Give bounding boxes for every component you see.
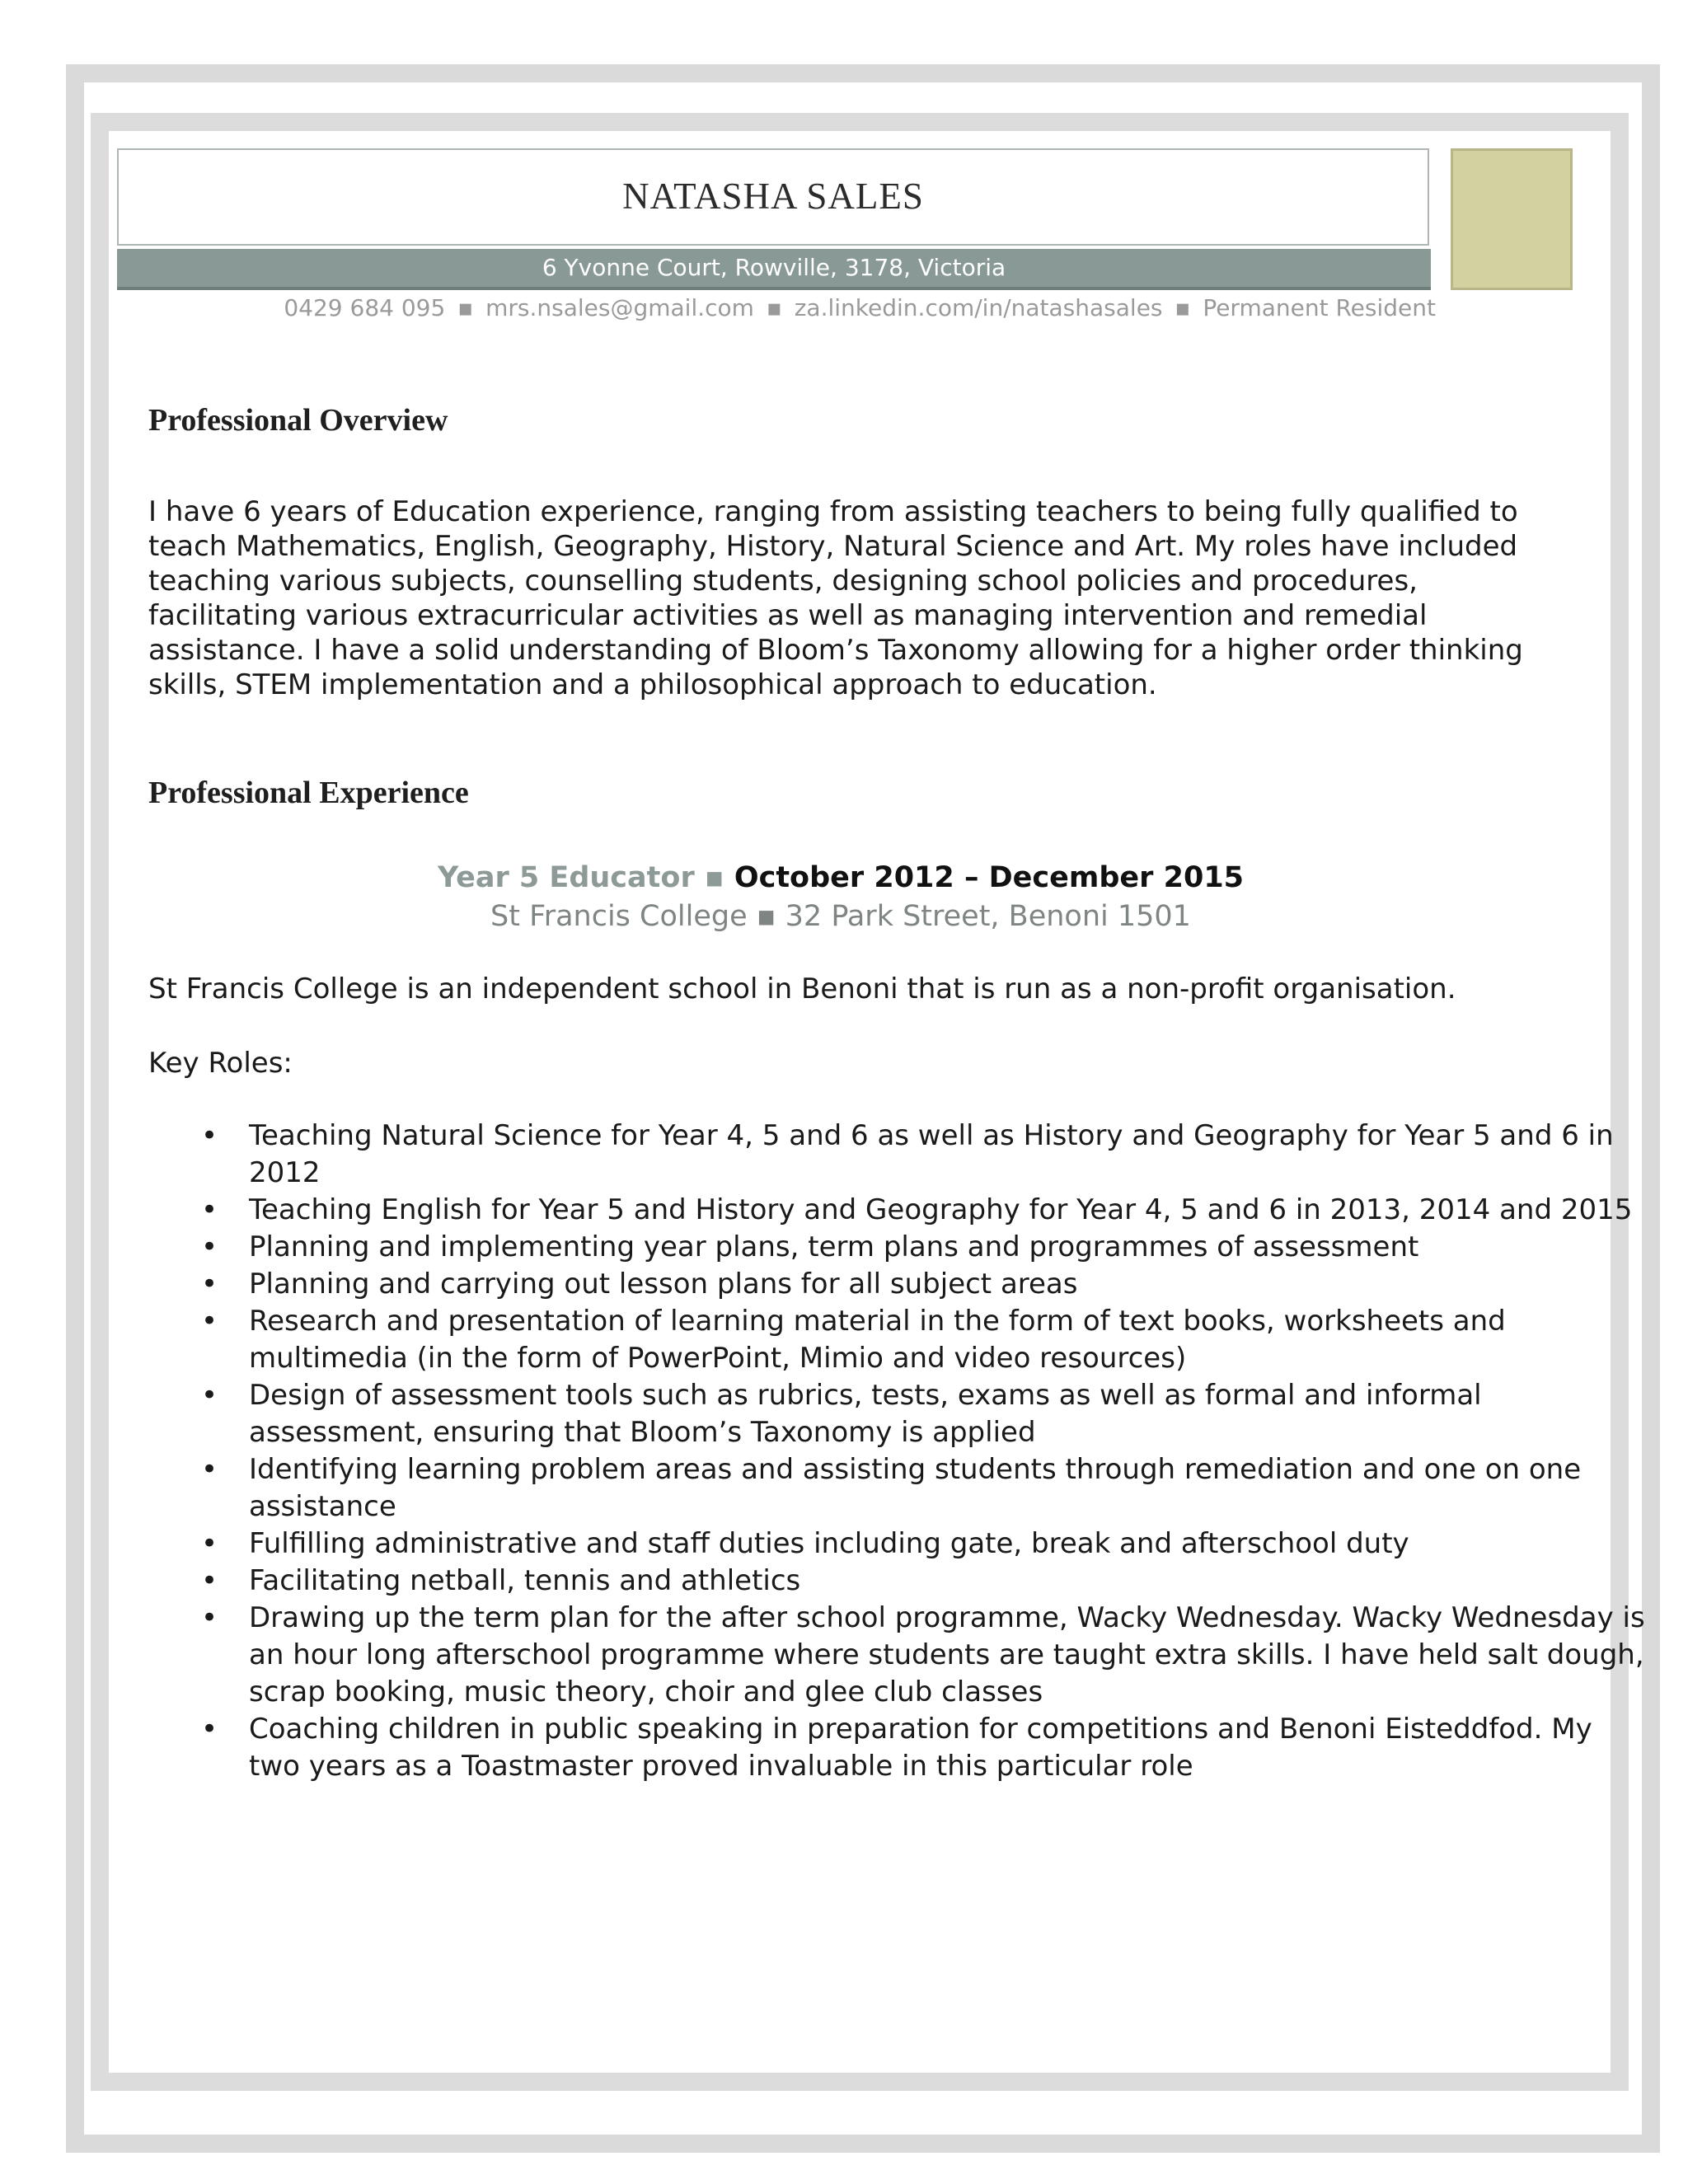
- list-item: • Drawing up the term plan for the after school programme, Wacky Wednesday. Wacky Wednesday is an hour long afterschool programme where students are taught extra skills. I have held salt dough, scrap booking, music theory, choir and glee club classes: [249, 1600, 1650, 1711]
- list-item: • Planning and carrying out lesson plans for all subject areas: [249, 1266, 1650, 1303]
- contact-separator: ▪: [1175, 294, 1191, 321]
- residency-status: Permanent Resident: [1203, 294, 1436, 321]
- contact-line: [117, 294, 1436, 321]
- list-item: • Teaching English for Year 5 and History and Geography for Year 4, 5 and 6 in 2013, 2014 and 2015: [249, 1192, 1650, 1229]
- list-item: • Research and presentation of learning material in the form of text books, worksheets and multimedia (in the form of PowerPoint, Mimio and video resources): [249, 1303, 1650, 1377]
- company-description: St Francis College is an independent school in Benoni that is run as a non-profit organisation.: [148, 972, 1456, 1005]
- job-separator: ▪: [704, 861, 724, 894]
- job-role: Year 5 Educator: [437, 861, 695, 894]
- list-item: • Coaching children in public speaking in preparation for competitions and Benoni Eisteddfod. My two years as a Toastmaster proved invaluable in this particular role: [249, 1711, 1650, 1785]
- job-title-line: [115, 861, 1566, 894]
- accent-square: [1451, 148, 1573, 290]
- list-item: • Facilitating netball, tennis and athletics: [249, 1563, 1650, 1600]
- list-item: • Fulfilling administrative and staff duties including gate, break and afterschool duty: [249, 1526, 1650, 1563]
- list-item: • Identifying learning problem areas and assisting students through remediation and one on one assistance: [249, 1451, 1650, 1526]
- address-bar: 6 Yvonne Court, Rowville, 3178, Victoria: [117, 249, 1431, 290]
- contact-separator: ▪: [766, 294, 782, 321]
- overview-text: I have 6 years of Education experience, ranging from assisting teachers to being fully qualified to teach Mathematics, English, Geography, History, Natural Science and Art. My roles have included teaching various subjects, counselling students, designing school policies and procedures, facilitating various extracurricular activities as well as managing intervention and remedial assistance. I have a solid understanding of Bloom’s Taxonomy allowing for a higher order thinking skills, STEM implementation and a philosophical approach to education.: [148, 495, 1523, 701]
- employer-line: [115, 900, 1566, 933]
- job-period: October 2012 – December 2015: [734, 861, 1245, 894]
- candidate-name: NATASHA SALES: [622, 176, 924, 217]
- contact-separator: ▪: [457, 294, 474, 321]
- key-roles-list: [148, 1118, 1650, 1785]
- employer-address: 32 Park Street, Benoni 1501: [785, 900, 1191, 933]
- key-roles-label: Key Roles:: [148, 1047, 293, 1080]
- experience-heading: Professional Experience: [148, 776, 469, 810]
- list-item: • Teaching Natural Science for Year 4, 5 and 6 as well as History and Geography for Year 5 and 6 in 2012: [249, 1118, 1650, 1192]
- overview-heading: Professional Overview: [148, 403, 448, 438]
- list-item: • Planning and implementing year plans, term plans and programmes of assessment: [249, 1229, 1650, 1266]
- linkedin-link[interactable]: za.linkedin.com/in/natashasales: [794, 294, 1163, 321]
- employer-name: St Francis College: [490, 900, 748, 933]
- list-item: • Design of assessment tools such as rubrics, tests, exams as well as formal and informal assessment, ensuring that Bloom’s Taxonomy is applied: [249, 1377, 1650, 1451]
- phone: 0429 684 095: [284, 294, 446, 321]
- email-link[interactable]: mrs.nsales@gmail.com: [485, 294, 754, 321]
- employer-separator: ▪: [756, 900, 776, 933]
